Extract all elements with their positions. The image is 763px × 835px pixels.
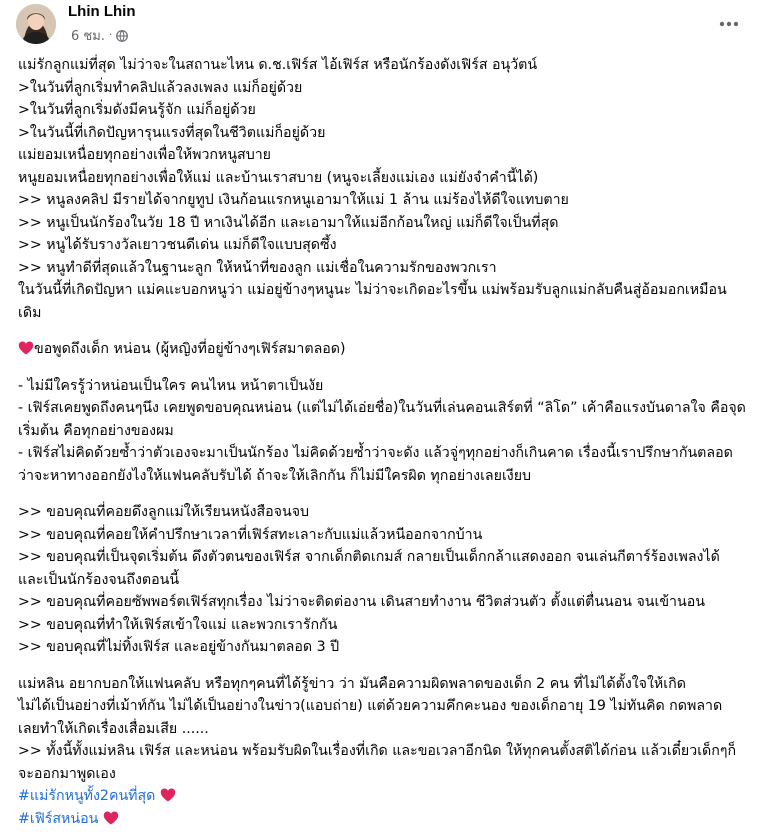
red-heart-icon — [160, 787, 176, 803]
hashtag-line — [18, 785, 748, 808]
thanks-line: >> ขอบคุณที่คอยดึงลูกแม่ให้เรียนหนังสือจนจบ — [18, 504, 310, 520]
post-text — [18, 54, 748, 830]
post-time[interactable]: 6 ชม. — [71, 29, 105, 44]
closing-line: แม่หลิน อยากบอกให้แฟนคลับ หรือทุกๆคนที่ได้รู้ข่าว ว่า มันคือความผิดพลาดของเด็ก 2 คน ที่ไม่ได้ตั้งใจให้เกิด — [18, 675, 686, 692]
text-line: >> หนูลงคลิป มีรายได้จากยูทูป เงินก้อนแรกหนูเอามาให้แม่ 1 ล้าน แม่ร้องไห้ดีใจแทบตาย — [18, 192, 569, 208]
text-line: >ในวันที่ลูกเริ่มดังมีคนรู้จัก แม่ก็อยู่ด้วย — [18, 102, 256, 118]
text-line: >ในวันที่ลูกเริ่มทำคลิปแล้วลงเพลง แม่ก็อยู่ด้วย — [18, 79, 303, 96]
globe-icon[interactable] — [116, 30, 128, 42]
text-line: >> หนูได้รับรางวัลเยาวชนดีเด่น แม่ก็ดีใจแบบสุดซึ้ง — [18, 237, 337, 253]
paragraph-gap — [18, 659, 748, 673]
text-line: แม่ยอมเหนื่อยทุกอย่างเพื่อให้พวกหนูสบาย — [18, 147, 271, 163]
avatar[interactable] — [16, 4, 56, 44]
heading-text: ขอพูดถึงเด็ก หน่อน (ผู้หญิงที่อยู่ข้างๆเฟิร์สมาตลอด) — [34, 341, 346, 357]
more-options-button[interactable] — [711, 6, 747, 42]
thanks-line: >> ขอบคุณที่ทำให้เฟิร์สเข้าใจแม่ และพวกเรารักกัน — [18, 616, 338, 633]
text-line: >ในวันนี้ที่เกิดปัญหารุนแรงที่สุดในชีวิตแม่ก็อยู่ด้วย — [18, 124, 326, 141]
red-heart-icon — [18, 340, 34, 356]
more-horizontal-icon — [719, 21, 739, 27]
thanks-line: >> ขอบคุณที่เป็นจุดเริ่มต้น ดึงตัวตนของเฟิร์ส จากเด็กติดเกมส์ กลายเป็นเด็กกล้าแสดงออก จนเล่นกีตาร์ร้องเพลงได้ และเป็นนักร้องจนถึงตอนนี้ — [18, 549, 720, 588]
text-line: หนูยอมเหนื่อยทุกอย่างเพื่อให้แม่ และบ้านเราสบาย (หนูจะเลี้ยงแม่เอง แม่ยังจำคำนี้ได้) — [18, 169, 539, 186]
meta-separator: · — [108, 30, 113, 41]
text-paragraph: ในวันนี้ที่เกิดปัญหา แม่คแะบอกหนูว่า แม่อยู่ข้างๆหนูนะ ไม่ว่าจะเกิดอะไรขึ้น แม่พร้อมรับลูกแม่กลับคืนสู่อ้อมอกเหมือนเดิม — [18, 282, 727, 321]
post-meta — [71, 25, 128, 46]
post-header — [16, 0, 747, 48]
paragraph-gap — [18, 487, 748, 501]
text-paragraph: - เฟิร์สเคยพูดถึงคนๆนึง เคยพูดขอบคุณหน่อน (แต่ไม่ได้เอ่ยชื่อ)ในวันที่เล่นคอนเสิร์ตที่ “ลิโด” เค้าคือแรงบันดาลใจ คือจุดเริ่มต้น คือทุกอย่างของผม — [18, 400, 746, 439]
closing-line: >> ทั้งนี้ทั้งแม่หลิน เฟิร์ส และหน่อน พร้อมรับผิดในเรื่องที่เกิด และขอเวลาอีกนิด ให้ทุกคนตั้งสติได้ก่อน แล้วเดี๋ยวเด็กๆก็จะออกมาพูดเอง — [18, 743, 737, 782]
paragraph-gap — [18, 324, 748, 338]
text-line: แม่รักลูกแม่ที่สุด ไม่ว่าจะในสถานะไหน ด.ช.เฟิร์ส ไอ้เฟิร์ส หรือนักร้องดังเฟิร์ส อนุวัตน์ — [18, 57, 538, 73]
text-paragraph: - เฟิร์สไม่คิดด้วยซ้ำว่าตัวเองจะมาเป็นนักร้อง ไม่คิดด้วยซ้ำว่าจะดัง แล้วจู่ๆทุกอย่างก็เกินคาด เรื่องนี้เราปรึกษากันตลอดว่าจะหาทางออกยังไงให้แฟนคลับรับได้ ถ้าจะให้เลิกกัน ก็ไม่มีใครผิด ทุกอย่างเลยเงียบ — [18, 445, 733, 484]
heart-heading — [18, 338, 748, 361]
thanks-line: >> ขอบคุณที่คอยให้คำปรึกษาเวลาที่เฟิร์สทะเลาะกับแม่แล้วหนีออกจากบ้าน — [18, 526, 483, 543]
paragraph-gap — [18, 361, 748, 375]
text-line: >> หนูเป็นนักร้องในวัย 18 ปี หาเงินได้อีก และเอามาให้แม่อีกก้อนใหญ่ แม่ก็ดีใจเป็นที่สุด — [18, 214, 559, 231]
thanks-line: >> ขอบคุณที่ไม่ทิ้งเฟิร์ส และอยู่ข้างกันมาตลอด 3 ปี — [18, 639, 340, 655]
text-line: >> หนูทำดีที่สุดแล้วในฐานะลูก ให้หน้าที่ของลูก แม่เชื่อในความรักของพวกเรา — [18, 259, 497, 276]
hashtag-link[interactable]: #แม่รักหนูทั้ง2คนที่สุด — [18, 788, 156, 804]
hashtag-line — [18, 808, 748, 831]
text-line: - ไม่มีใครรู้ว่าหน่อนเป็นใคร คนไหน หน้าตาเป็นงัย — [18, 377, 324, 394]
author-name[interactable]: Lhin Lhin — [68, 3, 136, 20]
closing-line: ไม่ได้เป็นอย่างที่เม้าท์กัน ไม่ได้เป็นอย่างในข่าว(แอบถ่าย) แต่ด้วยความคึกคะนอง ของเด็กอายุ 19 ไม่ทันคิด กดพลาด เลยทำให้เกิดเรื่องเสื่อมเสีย ...... — [18, 698, 723, 737]
red-heart-icon — [103, 810, 119, 826]
hashtag-link[interactable]: #เฟิร์สหน่อน — [18, 810, 99, 827]
thanks-line: >> ขอบคุณที่คอยซัพพอร์ตเฟิร์สทุกเรื่อง ไม่ว่าจะติดต่องาน เดินสายทำงาน ชีวิตส่วนตัว ตั้งแต่ตื่นนอน จนเข้านอน — [18, 594, 705, 610]
